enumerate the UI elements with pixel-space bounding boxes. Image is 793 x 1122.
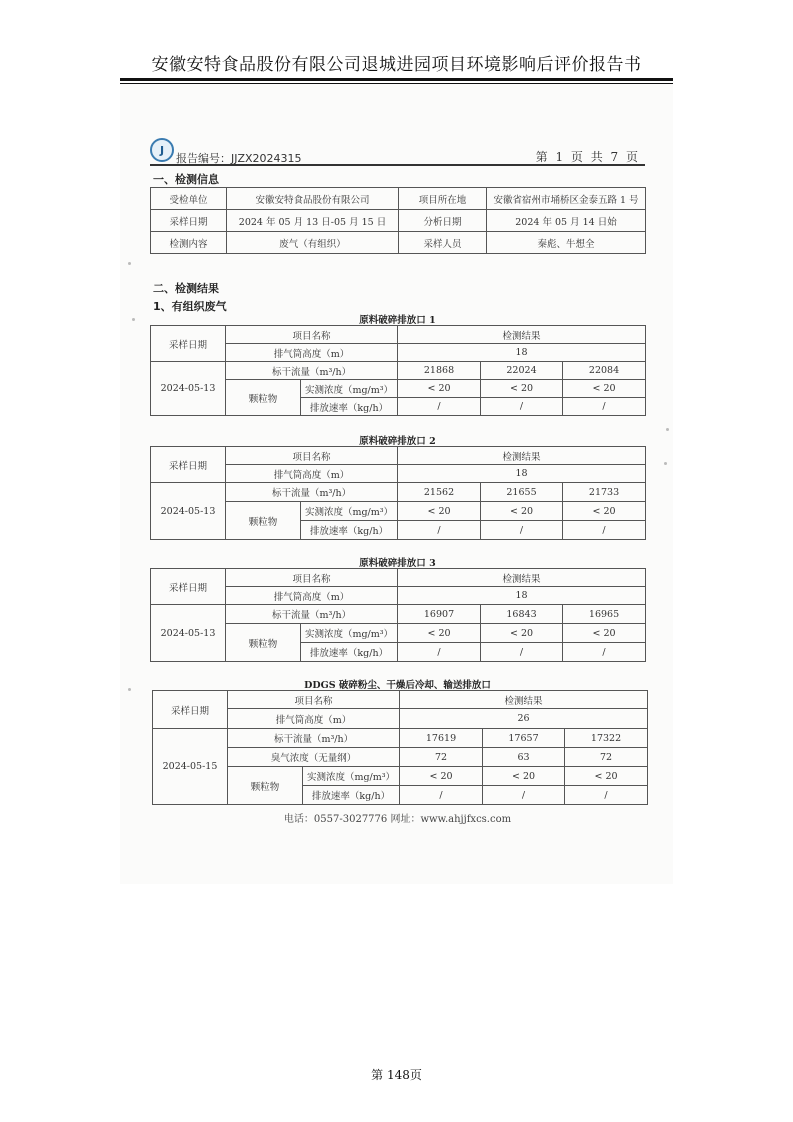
info-value: 安徽安特食品股份有限公司	[227, 188, 399, 210]
rate-value: /	[398, 521, 481, 540]
concentration-value: < 20	[563, 502, 646, 521]
stack-height-value: 18	[398, 344, 646, 362]
flow-value: 21655	[481, 483, 563, 502]
rate-value: /	[563, 521, 646, 540]
odor-value: 63	[483, 748, 565, 767]
particulate-label: 颗粒物	[226, 502, 301, 540]
concentration-label: 实测浓度（mg/m³）	[301, 624, 398, 643]
scan-speck	[132, 318, 135, 321]
header-rule-thick	[120, 78, 673, 81]
rate-value: /	[563, 643, 646, 662]
concentration-value: < 20	[400, 767, 483, 786]
concentration-label: 实测浓度（mg/m³）	[303, 767, 400, 786]
flow-label: 标干流量（m³/h）	[228, 729, 400, 748]
rate-label: 排放速率（kg/h）	[303, 786, 400, 805]
rate-value: /	[400, 786, 483, 805]
info-value: 2024 年 05 月 14 日始	[487, 210, 646, 232]
result-header: 检测结果	[398, 569, 646, 587]
flow-label: 标干流量（m³/h）	[226, 605, 398, 624]
concentration-value: < 20	[483, 767, 565, 786]
particulate-label: 颗粒物	[226, 380, 301, 416]
stack-height-value: 18	[398, 465, 646, 483]
info-row	[151, 210, 646, 232]
flow-label: 标干流量（m³/h）	[226, 362, 398, 380]
info-label: 项目所在地	[399, 188, 487, 210]
report-header-rule	[150, 164, 645, 166]
stack-height-value: 26	[400, 709, 648, 729]
odor-value: 72	[400, 748, 483, 767]
flow-value: 21868	[398, 362, 481, 380]
stack-height-label: 排气筒高度（m）	[228, 709, 400, 729]
concentration-value: < 20	[481, 624, 563, 643]
info-value: 2024 年 05 月 13 日-05 月 15 日	[227, 210, 399, 232]
sampling-date-value: 2024-05-13	[151, 605, 226, 662]
flow-label: 标干流量（m³/h）	[226, 483, 398, 502]
info-value: 废气（有组织）	[227, 232, 399, 254]
rate-value: /	[481, 643, 563, 662]
section2-title: 二、检测结果	[153, 282, 219, 295]
sampling-date-value: 2024-05-13	[151, 483, 226, 540]
rate-label: 排放速率（kg/h）	[301, 643, 398, 662]
scan-speck	[664, 462, 667, 465]
report-page-count: 第 1 页 共 7 页	[535, 150, 640, 164]
document-header-title: 安徽安特食品股份有限公司退城进园项目环境影响后评价报告书	[151, 55, 642, 75]
page-number: 第 148页	[371, 1068, 422, 1082]
section2-subtitle: 1、有组织废气	[153, 300, 227, 313]
concentration-value: < 20	[481, 502, 563, 521]
flow-value: 16843	[481, 605, 563, 624]
result-header: 检测结果	[398, 326, 646, 344]
item-name-header: 项目名称	[228, 691, 400, 709]
flow-value: 16965	[563, 605, 646, 624]
report-contact-footer: 电话：0557-3027776 网址：www.ahjjfxcs.com	[283, 814, 512, 825]
rate-value: /	[563, 398, 646, 416]
info-label: 受检单位	[151, 188, 227, 210]
sampling-date-header: 采样日期	[151, 569, 226, 605]
section1-title: 一、检测信息	[153, 173, 219, 186]
info-value: 安徽省宿州市埇桥区金泰五路 1 号	[487, 188, 646, 210]
flow-value: 21562	[398, 483, 481, 502]
stack-height-label: 排气筒高度（m）	[226, 587, 398, 605]
info-label: 采样人员	[399, 232, 487, 254]
stack-height-label: 排气筒高度（m）	[226, 344, 398, 362]
particulate-label: 颗粒物	[228, 767, 303, 805]
concentration-value: < 20	[565, 767, 648, 786]
inspection-info-table	[150, 187, 646, 254]
item-name-header: 项目名称	[226, 326, 398, 344]
concentration-label: 实测浓度（mg/m³）	[301, 380, 398, 398]
flow-value: 17322	[565, 729, 648, 748]
result-header: 检测结果	[398, 447, 646, 465]
stack-height-value: 18	[398, 587, 646, 605]
concentration-value: < 20	[398, 380, 481, 398]
stack-height-label: 排气筒高度（m）	[226, 465, 398, 483]
table-caption: 原料破碎排放口 2	[359, 436, 436, 447]
emission-table-4	[152, 690, 648, 805]
rate-value: /	[483, 786, 565, 805]
sampling-date-header: 采样日期	[153, 691, 228, 729]
flow-value: 17619	[400, 729, 483, 748]
sampling-date-header: 采样日期	[151, 326, 226, 362]
rate-label: 排放速率（kg/h）	[301, 398, 398, 416]
info-label: 检测内容	[151, 232, 227, 254]
table-caption: 原料破碎排放口 1	[359, 315, 436, 326]
info-label: 采样日期	[151, 210, 227, 232]
info-label: 分析日期	[399, 210, 487, 232]
flow-value: 21733	[563, 483, 646, 502]
particulate-label: 颗粒物	[226, 624, 301, 662]
flow-value: 17657	[483, 729, 565, 748]
sampling-date-value: 2024-05-15	[153, 729, 228, 805]
rate-value: /	[398, 643, 481, 662]
concentration-value: < 20	[398, 624, 481, 643]
item-name-header: 项目名称	[226, 447, 398, 465]
table-caption: 原料破碎排放口 3	[359, 558, 436, 569]
odor-value: 72	[565, 748, 648, 767]
scan-speck	[128, 688, 131, 691]
rate-value: /	[481, 398, 563, 416]
flow-value: 16907	[398, 605, 481, 624]
odor-label: 臭气浓度（无量纲）	[228, 748, 400, 767]
item-name-header: 项目名称	[226, 569, 398, 587]
emission-table-3	[150, 568, 646, 662]
rate-value: /	[565, 786, 648, 805]
emission-table-1	[150, 325, 646, 416]
concentration-value: < 20	[398, 502, 481, 521]
scan-speck	[666, 428, 669, 431]
report-number: 报告编号：JJZX2024315	[176, 152, 302, 165]
rate-value: /	[481, 521, 563, 540]
sampling-date-value: 2024-05-13	[151, 362, 226, 416]
result-header: 检测结果	[400, 691, 648, 709]
flow-value: 22084	[563, 362, 646, 380]
info-row	[151, 188, 646, 210]
scan-speck	[128, 262, 131, 265]
report-header	[150, 138, 645, 166]
concentration-value: < 20	[481, 380, 563, 398]
emission-table-2	[150, 446, 646, 540]
rate-value: /	[398, 398, 481, 416]
flow-value: 22024	[481, 362, 563, 380]
info-value: 秦彪、牛想全	[487, 232, 646, 254]
info-row	[151, 232, 646, 254]
concentration-value: < 20	[563, 380, 646, 398]
concentration-label: 实测浓度（mg/m³）	[301, 502, 398, 521]
sampling-date-header: 采样日期	[151, 447, 226, 483]
concentration-value: < 20	[563, 624, 646, 643]
table-caption: DDGS 破碎粉尘、干燥后冷却、输送排放口	[304, 680, 491, 691]
agency-logo-icon: J	[150, 138, 174, 162]
rate-label: 排放速率（kg/h）	[301, 521, 398, 540]
